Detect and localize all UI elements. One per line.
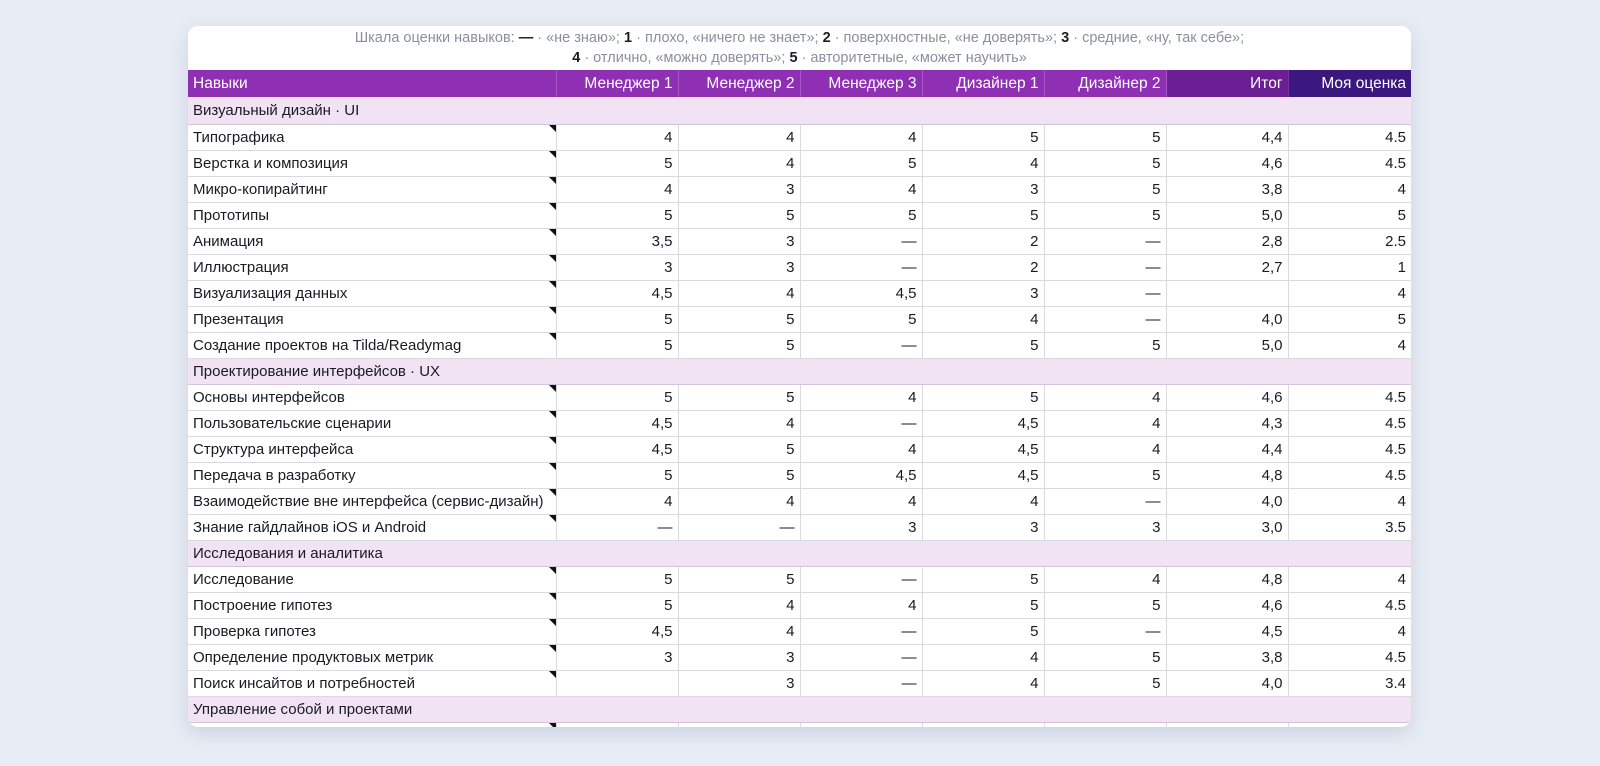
table-row <box>188 125 1411 151</box>
designer-2-score-cell[interactable]: — <box>1044 229 1166 255</box>
my-rating-cell[interactable]: 3.5 <box>1288 515 1411 541</box>
manager-1-score-cell[interactable]: 4,5 <box>556 281 678 307</box>
designer-1-score-cell[interactable]: 4,5 <box>922 437 1044 463</box>
manager-1-score-cell[interactable]: 5 <box>556 385 678 411</box>
total-score-cell[interactable]: 4,3 <box>1166 411 1288 437</box>
total-score-cell[interactable]: 3,8 <box>1166 177 1288 203</box>
column-header-designer-1[interactable]: Дизайнер 1 <box>922 70 1044 97</box>
designer-2-score-cell[interactable]: 5 <box>1044 333 1166 359</box>
skill-name-cell[interactable]: Основы интерфейсов <box>188 385 556 411</box>
legend-line-2 <box>572 48 1027 68</box>
manager-3-score-cell[interactable]: — <box>800 229 922 255</box>
manager-3-score-cell[interactable]: 4 <box>800 177 922 203</box>
designer-2-score-cell[interactable]: 3 <box>1044 515 1166 541</box>
skill-name-cell[interactable]: Передача в разработку <box>188 463 556 489</box>
total-score-cell[interactable] <box>1166 281 1288 307</box>
legend-key-1: 1 <box>624 30 633 46</box>
skill-name-cell[interactable]: Анимация <box>188 229 556 255</box>
manager-1-score-cell[interactable]: 5 <box>556 463 678 489</box>
manager-3-score-cell[interactable]: — <box>800 619 922 645</box>
designer-1-score-cell[interactable]: 5 <box>922 203 1044 229</box>
manager-1-score-cell[interactable]: 5 <box>556 203 678 229</box>
manager-2-score-cell[interactable]: 3 <box>678 177 800 203</box>
skill-name-cell[interactable]: Иллюстрация <box>188 255 556 281</box>
column-header-designer-2[interactable]: Дизайнер 2 <box>1044 70 1166 97</box>
column-header-my-rating[interactable]: Моя оценка <box>1288 70 1411 97</box>
my-rating-cell[interactable]: 1 <box>1288 255 1411 281</box>
my-rating-cell[interactable]: 4 <box>1288 619 1411 645</box>
legend-text-4: · отлично, «можно доверять»; <box>584 50 786 66</box>
table-row <box>188 515 1411 541</box>
my-rating-cell[interactable]: 4.5 <box>1288 437 1411 463</box>
manager-2-score-cell[interactable] <box>678 723 800 728</box>
my-rating-cell[interactable]: 4.5 <box>1288 385 1411 411</box>
column-header-skills[interactable]: Навыки <box>188 70 556 97</box>
designer-2-score-cell[interactable]: 5 <box>1044 671 1166 697</box>
skill-name-cell[interactable]: Презентация <box>188 307 556 333</box>
legend-key-2: 2 <box>822 30 831 46</box>
manager-3-score-cell[interactable]: 4 <box>800 593 922 619</box>
total-score-cell[interactable]: 4,4 <box>1166 125 1288 151</box>
skill-name-cell[interactable]: Проверка гипотез <box>188 619 556 645</box>
total-score-cell[interactable]: 2,8 <box>1166 229 1288 255</box>
legend-key-none: — <box>518 30 534 46</box>
table-header-row <box>188 70 1411 97</box>
manager-3-score-cell[interactable]: 4,5 <box>800 281 922 307</box>
designer-2-score-cell[interactable]: — <box>1044 281 1166 307</box>
skill-name-cell[interactable]: Типографика <box>188 125 556 151</box>
designer-1-score-cell[interactable]: 5 <box>922 333 1044 359</box>
skill-name-cell[interactable]: Верстка и композиция <box>188 151 556 177</box>
skill-name-cell[interactable] <box>188 723 556 728</box>
designer-2-score-cell[interactable]: 4 <box>1044 385 1166 411</box>
my-rating-cell[interactable]: 4 <box>1288 567 1411 593</box>
designer-2-score-cell[interactable]: 4 <box>1044 411 1166 437</box>
designer-1-score-cell[interactable]: 5 <box>922 619 1044 645</box>
designer-1-score-cell[interactable]: 5 <box>922 125 1044 151</box>
designer-1-score-cell[interactable]: 5 <box>922 385 1044 411</box>
manager-3-score-cell[interactable]: — <box>800 333 922 359</box>
section-title: Проектирование интерфейсов · UX <box>188 359 1411 385</box>
designer-2-score-cell[interactable] <box>1044 723 1166 728</box>
table-row <box>188 463 1411 489</box>
manager-3-score-cell[interactable]: — <box>800 645 922 671</box>
manager-3-score-cell[interactable]: 3 <box>800 515 922 541</box>
my-rating-cell[interactable]: 4.5 <box>1288 645 1411 671</box>
total-score-cell[interactable]: 2,7 <box>1166 255 1288 281</box>
column-header-total[interactable]: Итог <box>1166 70 1288 97</box>
table-row <box>188 203 1411 229</box>
manager-3-score-cell[interactable]: 4 <box>800 125 922 151</box>
designer-1-score-cell[interactable]: 5 <box>922 593 1044 619</box>
my-rating-cell[interactable]: 4 <box>1288 333 1411 359</box>
manager-2-score-cell[interactable]: 4 <box>678 281 800 307</box>
designer-1-score-cell[interactable]: 2 <box>922 255 1044 281</box>
manager-2-score-cell[interactable]: 4 <box>678 489 800 515</box>
manager-3-score-cell[interactable] <box>800 723 922 728</box>
manager-1-score-cell[interactable]: 5 <box>556 151 678 177</box>
designer-2-score-cell[interactable]: 5 <box>1044 463 1166 489</box>
manager-1-score-cell[interactable]: — <box>556 515 678 541</box>
table-row <box>188 307 1411 333</box>
my-rating-cell[interactable]: 4 <box>1288 177 1411 203</box>
section-title: Управление собой и проектами <box>188 697 1411 723</box>
table-row <box>188 385 1411 411</box>
my-rating-cell[interactable]: 4.5 <box>1288 125 1411 151</box>
my-rating-cell[interactable]: 4.5 <box>1288 593 1411 619</box>
total-score-cell[interactable]: 4,4 <box>1166 437 1288 463</box>
manager-3-score-cell[interactable]: — <box>800 255 922 281</box>
legend-text-1: · плохо, «ничего не знает»; <box>636 30 819 46</box>
table-row <box>188 671 1411 697</box>
section-title: Исследования и аналитика <box>188 541 1411 567</box>
total-score-cell[interactable]: 4,8 <box>1166 463 1288 489</box>
table-row <box>188 333 1411 359</box>
section-row <box>188 97 1411 125</box>
legend-text-none: · «не знаю»; <box>537 30 620 46</box>
designer-1-score-cell[interactable]: 4 <box>922 489 1044 515</box>
manager-2-score-cell[interactable]: 3 <box>678 645 800 671</box>
table-row <box>188 281 1411 307</box>
my-rating-cell[interactable]: 5 <box>1288 307 1411 333</box>
manager-3-score-cell[interactable]: 4 <box>800 437 922 463</box>
table-row <box>188 645 1411 671</box>
skill-name-cell[interactable]: Структура интерфейса <box>188 437 556 463</box>
table-row <box>188 229 1411 255</box>
manager-3-score-cell[interactable]: 5 <box>800 307 922 333</box>
manager-2-score-cell[interactable]: 4 <box>678 411 800 437</box>
designer-2-score-cell[interactable]: 5 <box>1044 125 1166 151</box>
table-row <box>188 619 1411 645</box>
total-score-cell[interactable]: 4,6 <box>1166 151 1288 177</box>
total-score-cell[interactable]: 4,8 <box>1166 567 1288 593</box>
legend-key-4: 4 <box>572 50 581 66</box>
designer-2-score-cell[interactable]: 4 <box>1044 437 1166 463</box>
table-row <box>188 489 1411 515</box>
manager-3-score-cell[interactable]: 5 <box>800 151 922 177</box>
designer-1-score-cell[interactable]: 4,5 <box>922 411 1044 437</box>
table-body <box>188 97 1411 727</box>
table-row <box>188 723 1411 728</box>
designer-1-score-cell[interactable]: 4 <box>922 307 1044 333</box>
manager-1-score-cell[interactable]: 4,5 <box>556 619 678 645</box>
manager-1-score-cell[interactable]: 3 <box>556 645 678 671</box>
table-row <box>188 255 1411 281</box>
legend-text-3: · средние, «ну, так себе»; <box>1073 30 1245 46</box>
skill-name-cell[interactable]: Определение продуктовых метрик <box>188 645 556 671</box>
designer-2-score-cell[interactable]: 5 <box>1044 593 1166 619</box>
my-rating-cell[interactable]: 3.4 <box>1288 671 1411 697</box>
total-score-cell[interactable]: 4,6 <box>1166 385 1288 411</box>
manager-1-score-cell[interactable]: 3 <box>556 255 678 281</box>
designer-1-score-cell[interactable]: 4,5 <box>922 463 1044 489</box>
designer-1-score-cell[interactable]: 3 <box>922 281 1044 307</box>
total-score-cell[interactable]: 4,0 <box>1166 489 1288 515</box>
table-row <box>188 593 1411 619</box>
table-row <box>188 411 1411 437</box>
total-score-cell[interactable] <box>1166 723 1288 728</box>
designer-1-score-cell[interactable]: 5 <box>922 567 1044 593</box>
manager-3-score-cell[interactable]: 5 <box>800 203 922 229</box>
skill-name-cell[interactable]: Микро-копирайтинг <box>188 177 556 203</box>
total-score-cell[interactable]: 4,5 <box>1166 619 1288 645</box>
skill-name-cell[interactable]: Прототипы <box>188 203 556 229</box>
manager-2-score-cell[interactable]: 5 <box>678 385 800 411</box>
manager-1-score-cell[interactable]: 5 <box>556 567 678 593</box>
skills-table-card <box>188 26 1411 727</box>
total-score-cell[interactable]: 5,0 <box>1166 333 1288 359</box>
manager-2-score-cell[interactable]: 4 <box>678 619 800 645</box>
manager-3-score-cell[interactable]: 4,5 <box>800 463 922 489</box>
designer-1-score-cell[interactable]: 3 <box>922 515 1044 541</box>
my-rating-cell[interactable]: 4 <box>1288 489 1411 515</box>
total-score-cell[interactable]: 3,0 <box>1166 515 1288 541</box>
manager-1-score-cell[interactable]: 5 <box>556 333 678 359</box>
manager-2-score-cell[interactable]: 5 <box>678 333 800 359</box>
total-score-cell[interactable]: 4,0 <box>1166 671 1288 697</box>
table-row <box>188 177 1411 203</box>
skill-name-cell[interactable]: Поиск инсайтов и потребностей <box>188 671 556 697</box>
table-row <box>188 151 1411 177</box>
skill-name-cell[interactable]: Взаимодействие вне интерфейса (сервис-дизайн) <box>188 489 556 515</box>
manager-2-score-cell[interactable]: 4 <box>678 125 800 151</box>
column-header-manager-2[interactable]: Менеджер 2 <box>678 70 800 97</box>
manager-2-score-cell[interactable]: 3 <box>678 229 800 255</box>
manager-2-score-cell[interactable]: 5 <box>678 437 800 463</box>
skill-name-cell[interactable]: Пользовательские сценарии <box>188 411 556 437</box>
manager-3-score-cell[interactable]: — <box>800 567 922 593</box>
legend-prefix: Шкала оценки навыков: <box>354 30 515 46</box>
designer-1-score-cell[interactable] <box>922 723 1044 728</box>
designer-1-score-cell[interactable]: 4 <box>922 151 1044 177</box>
manager-2-score-cell[interactable]: — <box>678 515 800 541</box>
section-row <box>188 697 1411 723</box>
designer-2-score-cell[interactable]: 4 <box>1044 567 1166 593</box>
manager-3-score-cell[interactable]: 4 <box>800 489 922 515</box>
my-rating-cell[interactable]: 4.5 <box>1288 411 1411 437</box>
my-rating-cell[interactable]: 4.5 <box>1288 463 1411 489</box>
manager-2-score-cell[interactable]: 3 <box>678 671 800 697</box>
manager-2-score-cell[interactable]: 5 <box>678 203 800 229</box>
skill-name-cell[interactable]: Знание гайдлайнов iOS и Android <box>188 515 556 541</box>
skills-table <box>188 70 1411 727</box>
rating-scale-legend <box>188 26 1411 70</box>
section-row <box>188 541 1411 567</box>
skill-name-cell[interactable]: Создание проектов на Tilda/Readymag <box>188 333 556 359</box>
section-title: Визуальный дизайн · UI <box>188 97 1411 125</box>
manager-2-score-cell[interactable]: 5 <box>678 463 800 489</box>
my-rating-cell[interactable]: 5 <box>1288 203 1411 229</box>
manager-1-score-cell[interactable]: 5 <box>556 307 678 333</box>
designer-2-score-cell[interactable]: — <box>1044 489 1166 515</box>
manager-2-score-cell[interactable]: 5 <box>678 567 800 593</box>
manager-1-score-cell[interactable]: 4 <box>556 125 678 151</box>
legend-text-5: · авторитетные, «может научить» <box>801 50 1027 66</box>
manager-1-score-cell[interactable]: 4,5 <box>556 411 678 437</box>
manager-2-score-cell[interactable]: 4 <box>678 593 800 619</box>
legend-key-5: 5 <box>789 50 798 66</box>
designer-1-score-cell[interactable]: 3 <box>922 177 1044 203</box>
designer-1-score-cell[interactable]: 2 <box>922 229 1044 255</box>
table-row <box>188 567 1411 593</box>
manager-1-score-cell[interactable]: 4 <box>556 489 678 515</box>
column-header-manager-1[interactable]: Менеджер 1 <box>556 70 678 97</box>
designer-2-score-cell[interactable]: 5 <box>1044 151 1166 177</box>
manager-3-score-cell[interactable]: 4 <box>800 385 922 411</box>
designer-2-score-cell[interactable]: 5 <box>1044 645 1166 671</box>
legend-key-3: 3 <box>1061 30 1070 46</box>
manager-3-score-cell[interactable]: — <box>800 671 922 697</box>
section-row <box>188 359 1411 385</box>
manager-1-score-cell[interactable]: 3,5 <box>556 229 678 255</box>
designer-2-score-cell[interactable]: 5 <box>1044 177 1166 203</box>
total-score-cell[interactable]: 3,8 <box>1166 645 1288 671</box>
my-rating-cell[interactable]: 2.5 <box>1288 229 1411 255</box>
manager-2-score-cell[interactable]: 4 <box>678 151 800 177</box>
total-score-cell[interactable]: 4,6 <box>1166 593 1288 619</box>
skill-name-cell[interactable]: Визуализация данных <box>188 281 556 307</box>
legend-line-1 <box>355 28 1244 48</box>
total-score-cell[interactable]: 5,0 <box>1166 203 1288 229</box>
designer-2-score-cell[interactable]: — <box>1044 307 1166 333</box>
legend-text-2: · поверхностные, «не доверять»; <box>834 30 1058 46</box>
manager-1-score-cell[interactable]: 5 <box>556 593 678 619</box>
skill-name-cell[interactable]: Исследование <box>188 567 556 593</box>
designer-1-score-cell[interactable]: 4 <box>922 645 1044 671</box>
manager-2-score-cell[interactable]: 5 <box>678 307 800 333</box>
my-rating-cell[interactable] <box>1288 723 1411 728</box>
column-header-manager-3[interactable]: Менеджер 3 <box>800 70 922 97</box>
manager-3-score-cell[interactable]: — <box>800 411 922 437</box>
manager-1-score-cell[interactable] <box>556 671 678 697</box>
skill-name-cell[interactable]: Построение гипотез <box>188 593 556 619</box>
designer-2-score-cell[interactable]: — <box>1044 619 1166 645</box>
designer-2-score-cell[interactable]: 5 <box>1044 203 1166 229</box>
designer-2-score-cell[interactable]: — <box>1044 255 1166 281</box>
manager-1-score-cell[interactable] <box>556 723 678 728</box>
total-score-cell[interactable]: 4,0 <box>1166 307 1288 333</box>
table-row <box>188 437 1411 463</box>
manager-1-score-cell[interactable]: 4 <box>556 177 678 203</box>
manager-2-score-cell[interactable]: 3 <box>678 255 800 281</box>
my-rating-cell[interactable]: 4 <box>1288 281 1411 307</box>
my-rating-cell[interactable]: 4.5 <box>1288 151 1411 177</box>
manager-1-score-cell[interactable]: 4,5 <box>556 437 678 463</box>
designer-1-score-cell[interactable]: 4 <box>922 671 1044 697</box>
